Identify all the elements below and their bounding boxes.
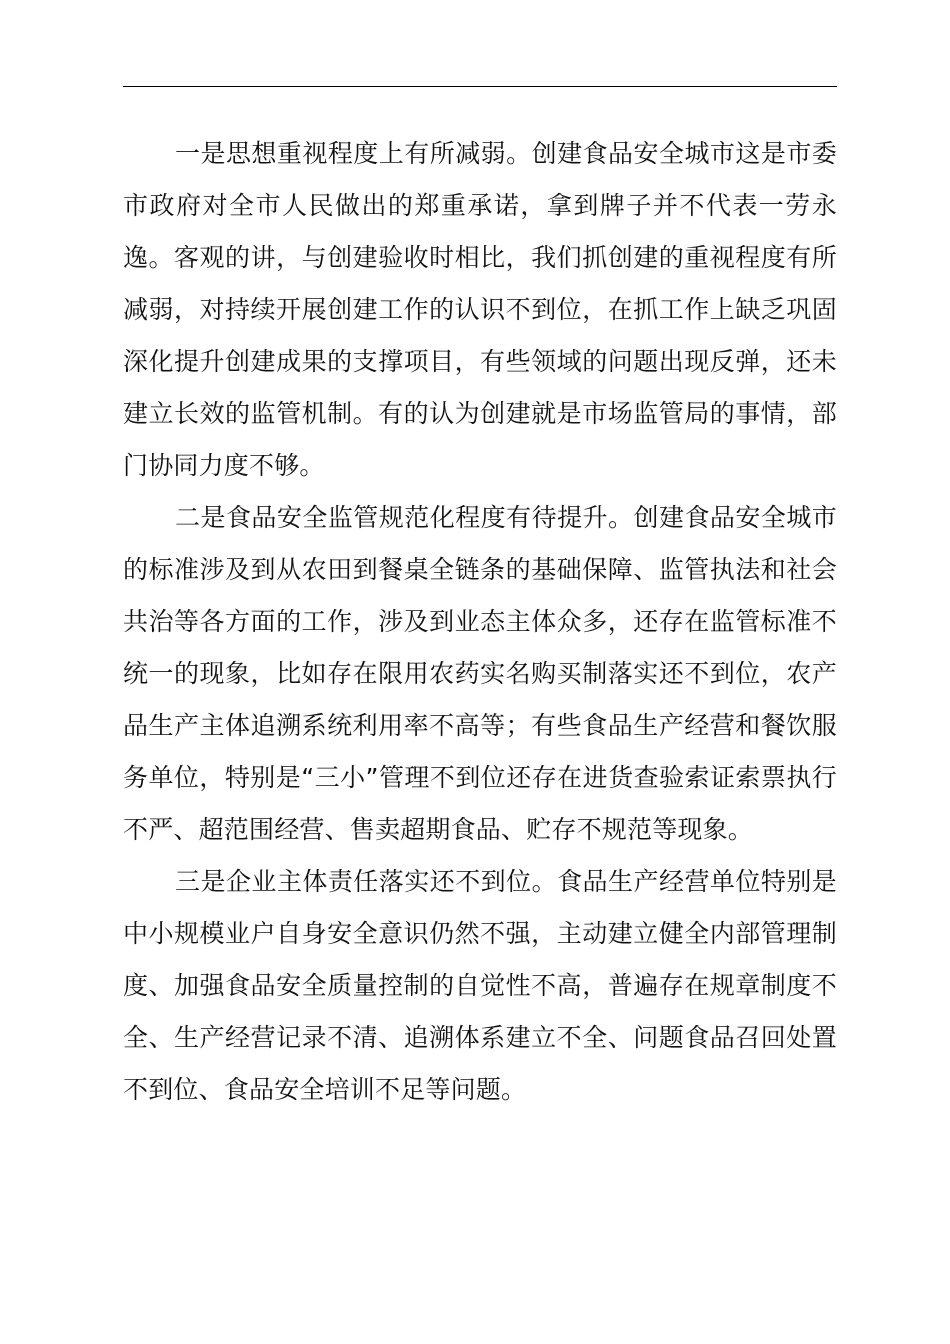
document-body: [123, 128, 837, 1116]
paragraph-2: 二是食品安全监管规范化程度有待提升。创建食品安全城市的标准涉及到从农田到餐桌全链条的基础保障、监管执法和社会共治等各方面的工作，涉及到业态主体众多，还存在监管标准不统一的现象，比如存在限用农药实名购买制落实还不到位，农产品生产主体追溯系统利用率不高等；有些食品生产经营和餐饮服务单位，特别是“三小”管理不到位还存在进货查验索证索票执行不严、超范围经营、售卖超期食品、贮存不规范等现象。: [123, 503, 837, 844]
paragraph-1: 一是思想重视程度上有所减弱。创建食品安全城市这是市委市政府对全市人民做出的郑重承诺，拿到牌子并不代表一劳永逸。客观的讲，与创建验收时相比，我们抓创建的重视程度有所减弱，对持续开展创建工作的认识不到位，在抓工作上缺乏巩固深化提升创建成果的支撑项目，有些领域的问题出现反弹，还未建立长效的监管机制。有的认为创建就是市场监管局的事情，部门协同力度不够。: [123, 139, 837, 480]
header-rule: [123, 86, 837, 87]
paragraph-3: 三是企业主体责任落实还不到位。食品生产经营单位特别是中小规模业户自身安全意识仍然不强，主动建立健全内部管理制度、加强食品安全质量控制的自觉性不高，普遍存在规章制度不全、生产经营记录不清、追溯体系建立不全、问题食品召回处置不到位、食品安全培训不足等问题。: [123, 867, 837, 1104]
